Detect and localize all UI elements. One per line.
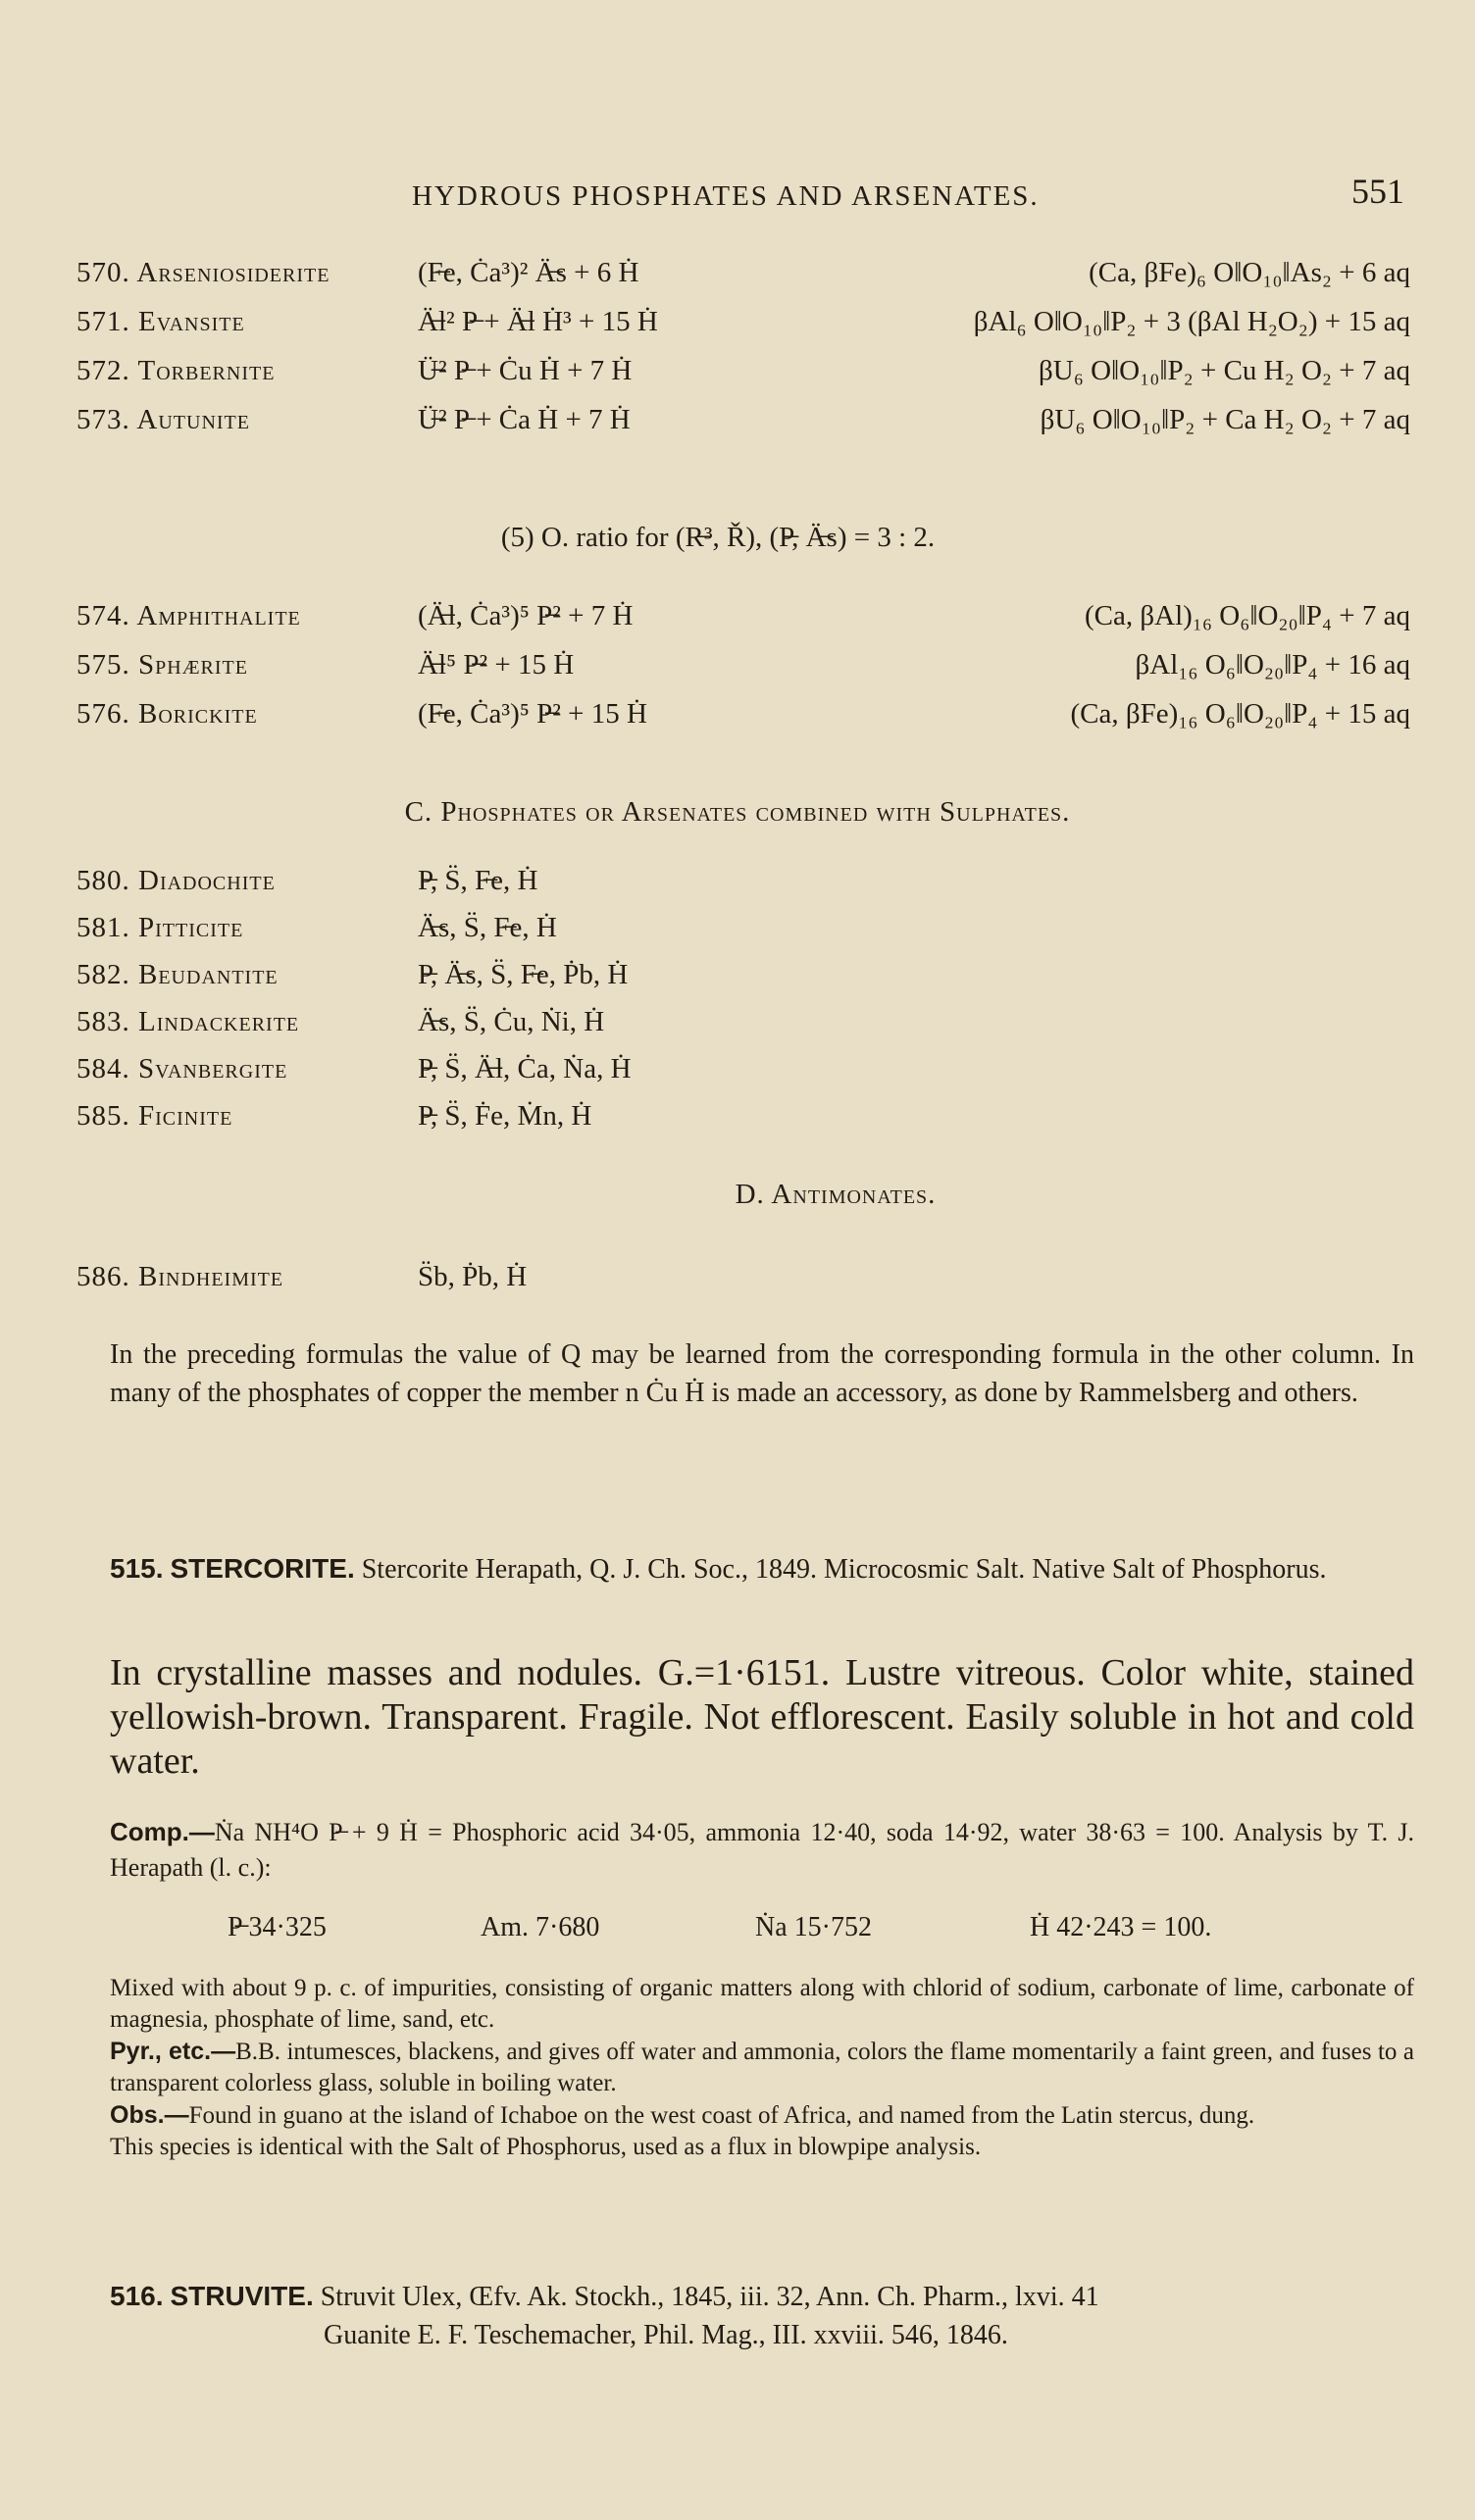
formula: P̶, Ä̶s, S̈, F̶e, Ṗb, Ḣ [418, 959, 629, 990]
formula-old: Ä̶l² P̶ + Ä̶l Ḣ³ + 15 Ḣ [418, 306, 658, 337]
synonymy-line-2: Guanite E. F. Teschemacher, Phil. Mag., III. xxviii. 546, 1846. [324, 2320, 1008, 2350]
mineral-name: 570. Arseniosiderite [76, 257, 331, 288]
table-row [76, 698, 1410, 737]
synonymy: Stercorite Herapath, Q. J. Ch. Soc., 1849. Microcosmic Salt. Native Salt of Phosphorus. [361, 1554, 1327, 1585]
species-title: STERCORITE. [170, 1553, 355, 1584]
formula-old: Ä̶l⁵ P̶² + 15 Ḣ [418, 649, 575, 680]
mineral-name: 576. Borickite [76, 698, 258, 730]
analysis-value: Ḣ 42·243 = 100. [1030, 1912, 1212, 1942]
formula-old: Ü̶² P̶ + Ċa Ḣ + 7 Ḣ [418, 404, 631, 435]
table-row [76, 649, 1410, 688]
formula-new: (Ca, βAl)₁₆ O₆‖O₂₀‖P₄ + 7 aq [1085, 600, 1410, 631]
table-row [76, 1053, 1410, 1092]
mineral-name: 583. Lindackerite [76, 1006, 300, 1037]
formula-new: (Ca, βFe)₁₆ O₆‖O₂₀‖P₄ + 15 aq [1070, 698, 1410, 730]
table-row [76, 1261, 1410, 1300]
analysis-value: Am. 7·680 [481, 1912, 600, 1942]
entry-number: 516. [110, 2281, 164, 2311]
mineral-name: 580. Diadochite [76, 865, 276, 896]
pyr-text: B.B. intumesces, blackens, and gives off water and ammonia, colors the flame momentarily a faint green, and fuses to a transparent colorless glass, soluble in boiling water. [110, 2039, 1414, 2096]
section-heading-d: D. Antimonates. [735, 1179, 937, 1210]
entry-516-heading [110, 2277, 1414, 2316]
identity-text: This species is identical with the Salt of Phosphorus, used as a flux in blowpipe analysis. [110, 2134, 982, 2160]
table-row [76, 306, 1410, 345]
table-row [76, 257, 1410, 296]
formula-new: βU₆ O‖O₁₀‖P₂ + Ca H₂ O₂ + 7 aq [1040, 404, 1410, 435]
comp-text: Ṅa NH⁴O P̶ + 9 Ḣ = Phosphoric acid 34·05, ammonia 12·40, soda 14·92, water 38·63 = 100. Analysis by T. J. Herapath (l. c.): [110, 1818, 1414, 1882]
mineral-name: 586. Bindheimite [76, 1261, 284, 1292]
mineral-name: 575. Sphærite [76, 649, 248, 680]
table-row [76, 1100, 1410, 1139]
composition [110, 1814, 1414, 1886]
formula-new: βAl₆ O‖O₁₀‖P₂ + 3 (βAl H₂O₂) + 15 aq [973, 306, 1410, 337]
analysis-value: Ṅa 15·752 [755, 1912, 872, 1942]
obs-text: Found in guano at the island of Ichaboe on the west coast of Africa, and named from the Latin stercus, dung. [188, 2102, 1255, 2129]
formula: Ä̶s, S̈, F̶e, Ḣ [418, 912, 557, 943]
oxygen-ratio-heading: (5) O. ratio for (R̶³, Ř), (P̶, Ä̶s) = 3 : 2. [500, 522, 936, 553]
mineral-name: 573. Autunite [76, 404, 250, 435]
mineral-name: 574. Amphithalite [76, 600, 301, 631]
formula: P̶, S̈, F̶e, Ḣ [418, 865, 538, 896]
formula-new: βAl₁₆ O₆‖O₂₀‖P₄ + 16 aq [1135, 649, 1410, 680]
entry-515-notes [110, 1973, 1414, 2163]
formula-old: (F̶e, Ċa³)⁵ P̶² + 15 Ḣ [418, 698, 647, 730]
formula-note: In the preceding formulas the value of Q may be learned from the corresponding formula in the other column. In many of the phosphates of copper the member n Ċu Ḣ is made an accessory, as done by Rammelsberg and others. [110, 1339, 1414, 1408]
table-row [76, 1006, 1410, 1045]
mineral-name: 582. Beudantite [76, 959, 279, 990]
formula: Ä̶s, S̈, Ċu, Ṅi, Ḣ [418, 1006, 605, 1037]
entry-515-heading [110, 1549, 1414, 1588]
formula-old: Ü̶² P̶ + Ċu Ḣ + 7 Ḣ [418, 355, 633, 386]
formula: P̶, S̈, Ä̶l, Ċa, Ṅa, Ḣ [418, 1053, 632, 1084]
mineral-name: 584. Svanbergite [76, 1053, 288, 1084]
table-row [76, 865, 1410, 904]
formula: P̶, S̈, Ḟe, Ṁn, Ḣ [418, 1100, 592, 1132]
table-row [76, 912, 1410, 951]
mineral-name: 585. Ficinite [76, 1100, 233, 1132]
pyr-label: Pyr., etc.— [110, 2038, 236, 2065]
formula-new: (Ca, βFe)₆ O‖O₁₀‖As₂ + 6 aq [1089, 257, 1410, 288]
formula-old: (F̶e, Ċa³)² Ä̶s + 6 Ḣ [418, 257, 639, 288]
mineral-name: 581. Pitticite [76, 912, 244, 943]
analysis-value: P̶ 34·325 [228, 1912, 327, 1942]
species-description: In crystalline masses and nodules. G.=1·6151. Lustre vitreous. Color white, stained yellowish-brown. Transparent. Fragile. Not efflorescent. Easily soluble in hot and cold water. [110, 1652, 1414, 1782]
entry-number: 515. [110, 1553, 164, 1584]
synonymy-line-1: Struvit Ulex, Œfv. Ak. Stockh., 1845, iii. 32, Ann. Ch. Pharm., lxvi. 41 [320, 2282, 1099, 2312]
formula: S̈b, Ṗb, Ḣ [418, 1261, 528, 1292]
formula-old: (Ä̶l, Ċa³)⁵ P̶² + 7 Ḣ [418, 600, 634, 631]
impurities-text: Mixed with about 9 p. c. of impurities, consisting of organic matters along with chlorid of sodium, carbonate of lime, carbonate of magnesia, phosphate of lime, sand, etc. [110, 1975, 1414, 2033]
comp-label: Comp.— [110, 1817, 215, 1846]
mineral-name: 572. Torbernite [76, 355, 276, 386]
observations [110, 2099, 1414, 2132]
species-title: STRUVITE. [170, 2281, 314, 2311]
section-heading-c: C. Phosphates or Arsenates combined with Sulphates. [404, 796, 1071, 828]
table-row [76, 355, 1410, 394]
obs-label: Obs.— [110, 2101, 189, 2129]
table-row [76, 404, 1410, 443]
table-row [76, 600, 1410, 639]
running-header: HYDROUS PHOSPHATES AND ARSENATES. [412, 180, 1040, 212]
page-number: 551 [1351, 172, 1404, 211]
formula-new: βU₆ O‖O₁₀‖P₂ + Cu H₂ O₂ + 7 aq [1039, 355, 1410, 386]
mineral-name: 571. Evansite [76, 306, 245, 337]
table-row [76, 959, 1410, 998]
pyrognostics [110, 2036, 1414, 2099]
